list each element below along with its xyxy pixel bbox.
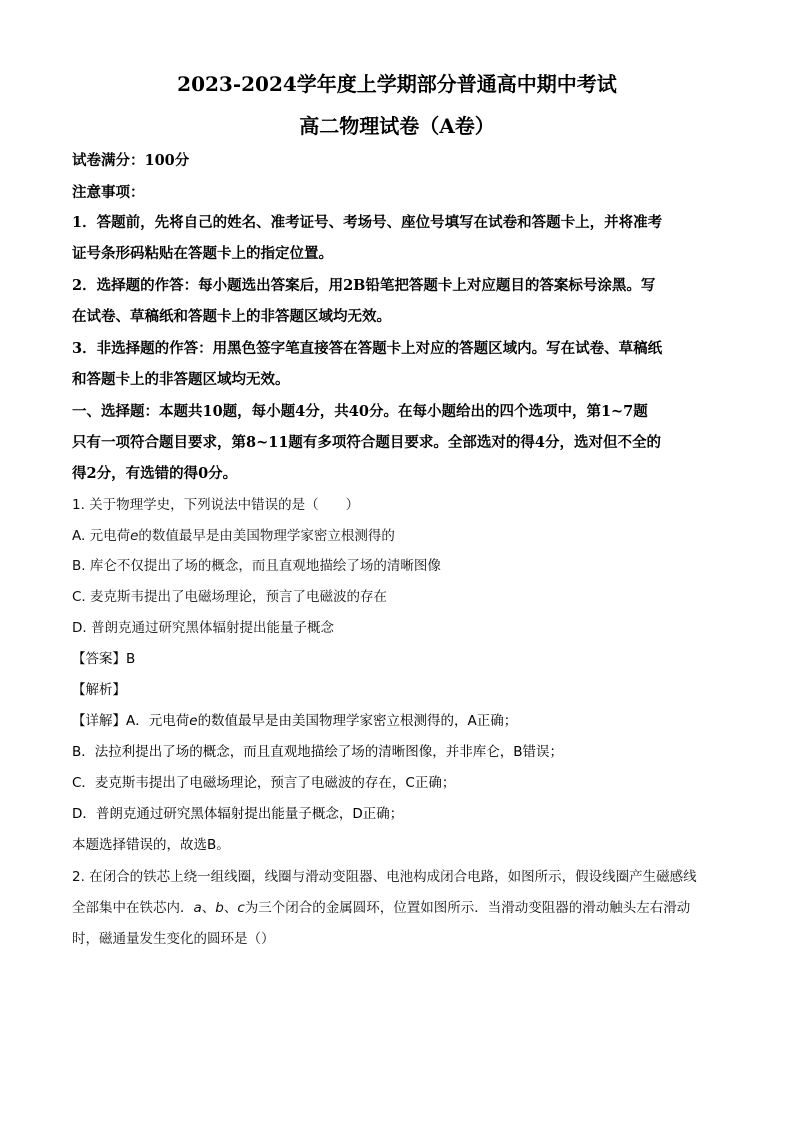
exam-title: 2023-2024学年度上学期部分普通高中期中考试 — [177, 72, 617, 96]
option-text: A. 元电荷 — [72, 528, 131, 544]
variable-b: b — [215, 900, 224, 916]
q2-sep: 、 — [223, 900, 238, 916]
section-instruction: 一、选择题：本题共10题，每小题4分，共40分。在每小题给出的四个选项中，第1~7题 — [72, 403, 648, 420]
q2-sep: 、 — [201, 900, 216, 916]
notice-line: 1．答题前，先将自己的姓名、准考证号、考场号、座位号填写在试卷和答题卡上，并将准考 — [72, 214, 663, 231]
detail-line — [72, 710, 732, 732]
option-d: D. 普朗克通过研究黑体辐射提出能量子概念 — [72, 620, 334, 636]
question-2-line — [72, 897, 732, 919]
detail-line: C．麦克斯韦提出了电磁场理论，预言了电磁波的存在，C正确； — [72, 775, 456, 791]
exam-subtitle: 高二物理试卷（A卷） — [299, 114, 495, 138]
q2-text: 全部集中在铁芯内． — [72, 900, 194, 916]
option-text: 的数值最早是由美国物理学家密立根测得的 — [138, 528, 395, 544]
notice-line: 在试卷、草稿纸和答题卡上的非答题区域均无效。 — [72, 308, 391, 325]
variable-e: e — [189, 713, 198, 729]
detail-text: 的数值最早是由美国物理学家密立根测得的，A正确； — [197, 713, 518, 729]
question-2-line: 2. 在闭合的铁芯上绕一组线圈，线圈与滑动变阻器、电池构成闭合电路，如图所示，假设线圈产生磁感线 — [72, 869, 697, 885]
notice-line: 2．选择题的作答：每小题选出答案后，用2B铅笔把答题卡上对应题目的答案标号涂黑。写 — [72, 277, 656, 294]
notice-line: 证号条形码粘贴在答题卡上的指定位置。 — [72, 245, 333, 262]
option-b: B. 库仑不仅提出了场的概念，而且直观地描绘了场的清晰图像 — [72, 558, 441, 574]
notice-line: 3．非选择题的作答：用黑色签字笔直接答在答题卡上对应的答题区域内。写在试卷、草稿纸 — [72, 340, 663, 357]
variable-a: a — [193, 900, 202, 916]
detail-text: 【详解】A．元电荷 — [72, 713, 190, 729]
notice-heading: 注意事项： — [72, 184, 145, 201]
answer-label: 【答案】B — [72, 651, 136, 667]
question-2-line: 时，磁通量发生变化的圆环是（） — [72, 931, 275, 947]
section-instruction: 得2分，有选错的得0分。 — [72, 465, 238, 482]
section-instruction: 只有一项符合题目要求，第8~11题有多项符合题目要求。全部选对的得4分，选对但不全的 — [72, 434, 662, 451]
detail-line: D．普朗克通过研究黑体辐射提出能量子概念，D正确； — [72, 806, 404, 822]
analysis-heading: 【解析】 — [72, 682, 126, 698]
variable-e: e — [130, 528, 139, 544]
option-a — [72, 525, 732, 547]
q2-text: 为三个闭合的金属圆环，位置如图所示．当滑动变阻器的滑动触头左右滑动 — [244, 900, 691, 916]
notice-line: 和答题卡上的非答题区域均无效。 — [72, 371, 290, 388]
detail-line: B．法拉利提出了场的概念，而且直观地描绘了场的清晰图像，并非库仑，B错误； — [72, 744, 564, 760]
score-info: 试卷满分：100分 — [72, 152, 190, 169]
option-c: C. 麦克斯韦提出了电磁场理论，预言了电磁波的存在 — [72, 589, 388, 605]
question-1-stem: 1. 关于物理学史，下列说法中错误的是（ ） — [72, 497, 360, 513]
variable-c: c — [237, 900, 245, 916]
detail-line: 本题选择错误的，故选B。 — [72, 837, 230, 853]
